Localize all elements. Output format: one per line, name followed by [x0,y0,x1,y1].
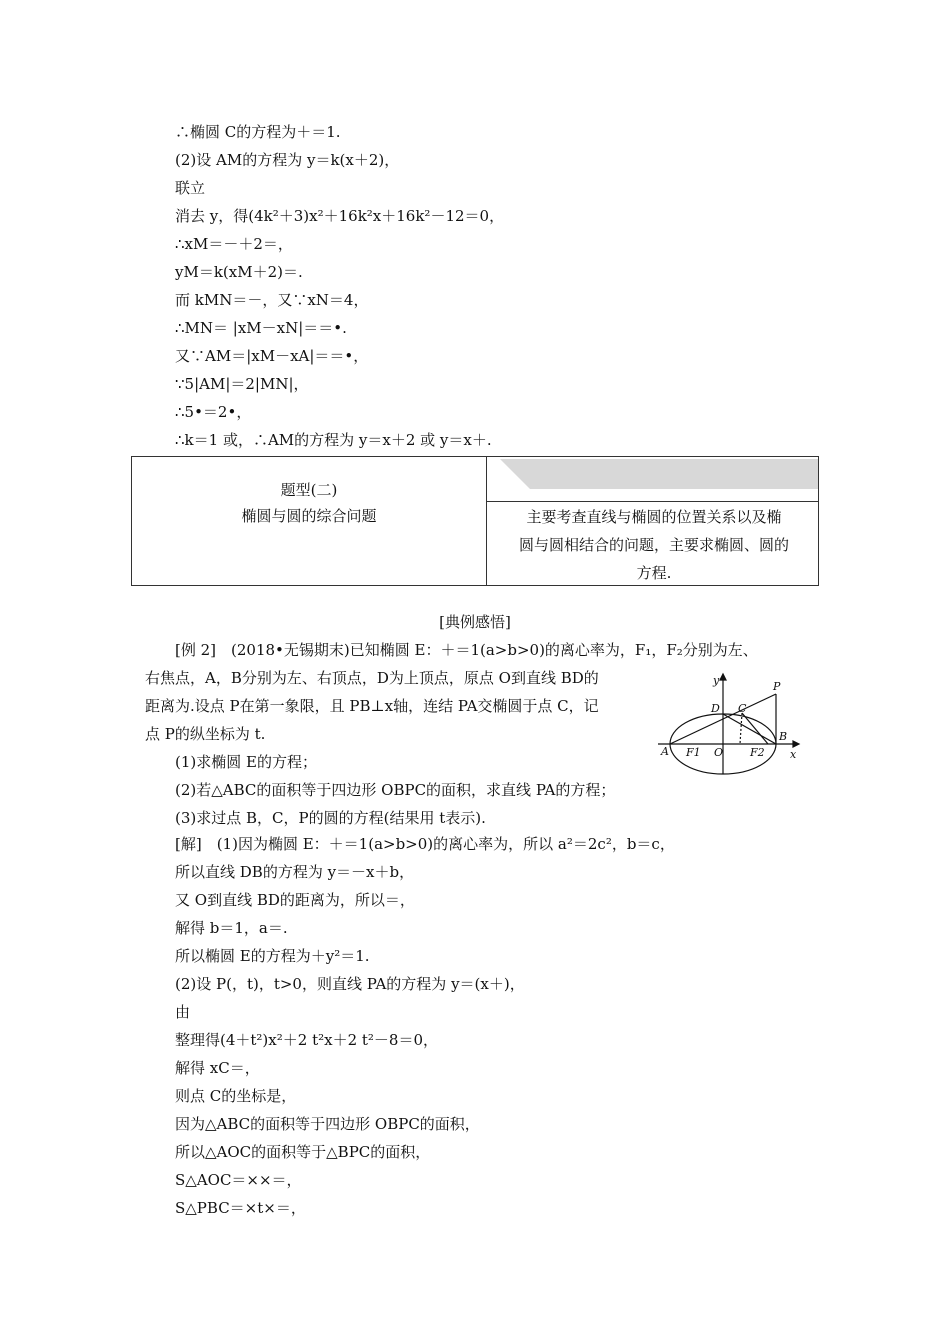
text-line: (2)设 P(，t)，t>0，则直线 PA的方程为 y＝(x＋)， [175,975,525,993]
text-line: 又 O到直线 BD的距离为，所以＝， [175,891,415,909]
line-C-dash [740,713,742,744]
text-line: 因为△ABC的面积等于四边形 OBPC的面积， [175,1115,480,1133]
text-line: 由 [175,1003,191,1021]
text-line: ∴5•＝2•， [175,403,252,421]
y-axis-arrow [720,674,726,680]
text-line: (1)求椭圆 E的方程； [175,753,317,771]
label-D: D [711,702,720,715]
header-banner-graphic [500,459,818,489]
text-line: 又∵AM＝|xM－xA|＝＝•， [175,347,369,365]
description-line: 方程. [636,564,672,582]
text-line: 联立 [175,179,206,197]
text-line: 右焦点，A，B分别为左、右顶点，D为上顶点，原点 O到直线 BD的 [145,669,599,687]
topic-subtitle: 椭圆与圆的综合问题 [241,507,377,525]
label-x: x [790,748,797,761]
label-y: y [713,674,720,687]
text-line: ∴MN＝ |xM－xN|＝＝•. [175,319,347,337]
label-C: C [738,702,747,715]
text-line: S△AOC＝××＝， [175,1171,302,1189]
label-F2: F2 [750,746,765,759]
text-line: ∴椭圆 C的方程为＋＝1. [175,123,341,141]
topic-box [131,456,819,586]
label-A: A [661,745,669,758]
text-line: 解得 b＝1，a＝. [175,919,288,937]
text-line: 解得 xC＝， [175,1059,260,1077]
ellipse-figure [658,672,808,776]
text-line: 则点 C的坐标是， [175,1087,297,1105]
box-divider [486,457,487,585]
text-line: (2)设 AM的方程为 y＝k(x＋2)， [175,151,400,169]
topic-description [500,501,808,587]
label-F1: F1 [686,746,701,759]
topic-title: 题型(二) [280,481,338,499]
text-line: 所以△AOC的面积等于△BPC的面积， [175,1143,431,1161]
description-line: 圆与圆相结合的问题，主要求椭圆、圆的 [518,536,789,554]
text-line: 距离为.设点 P在第一象限，且 PB⊥x轴，连结 PA交椭圆于点 C，记 [145,697,599,715]
text-line: (2)若△ABC的面积等于四边形 OBPC的面积，求直线 PA的方程； [175,781,616,799]
text-line: 消去 y，得(4k²＋3)x²＋16k²x＋16k²－12＝0， [175,207,505,225]
text-line: 整理得(4＋t²)x²＋2 t²x＋2 t²－8＝0， [175,1031,439,1049]
text-line: 所以直线 DB的方程为 y＝－x＋b， [175,863,415,881]
text-line: [例 2] (2018•无锡期末)已知椭圆 E：＋＝1(a>b>0)的离心率为，F₁，F₂分别为左、 [175,641,758,659]
text-line: ∴xM＝－＋2＝， [175,235,293,253]
text-line: yM＝k(xM＋2)＝. [175,263,303,281]
text-line: ∴k＝1 或，∴AM的方程为 y＝x＋2 或 y＝x＋. [175,431,492,449]
description-line: 主要考查直线与椭圆的位置关系以及椭 [526,508,782,526]
label-O: O [714,746,724,759]
text-line: S△PBC＝×t×＝， [175,1199,306,1217]
text-line: 所以椭圆 E的方程为＋y²＝1. [175,947,370,965]
label-P: P [773,680,781,693]
topic-title-cell [132,477,486,529]
text-line: 而 kMN＝－，又∵xN＝4， [175,291,369,309]
x-axis-arrow [793,741,799,747]
text-line: ∵5|AM|＝2|MN|， [175,375,309,393]
line-CF2 [742,713,768,744]
text-line: [解] (1)因为椭圆 E：＋＝1(a>b>0)的离心率为，所以 a²＝2c²，b＝c， [175,835,675,853]
label-B: B [779,730,788,743]
text-line: (3)求过点 B，C，P的圆的方程(结果用 t表示). [175,809,486,827]
text-line: 点 P的纵坐标为 t. [145,725,266,743]
section-title: [典例感悟] [439,613,511,631]
